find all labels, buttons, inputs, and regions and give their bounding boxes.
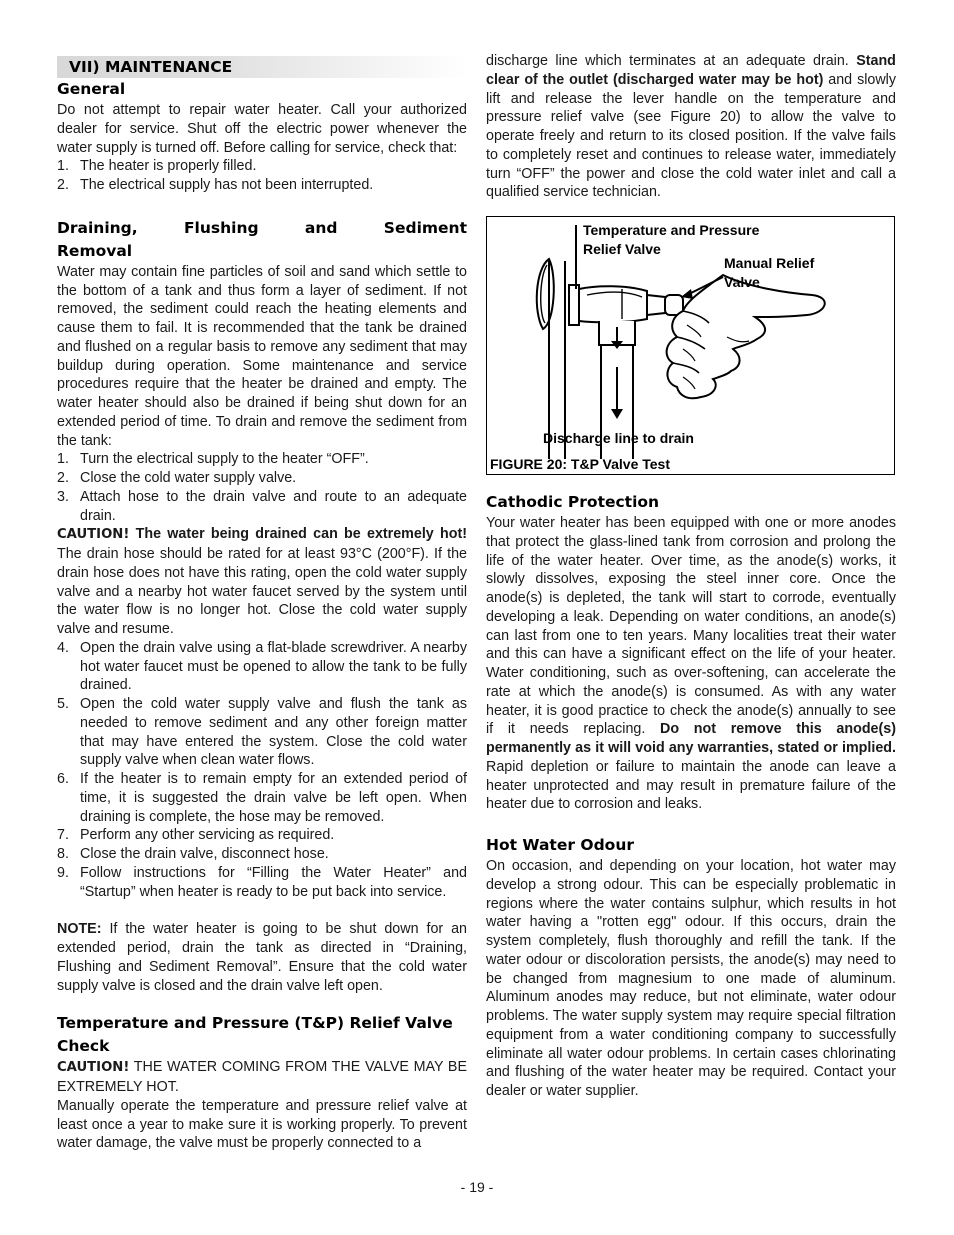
caution-label: CAUTION! xyxy=(57,527,130,543)
list-item: 1. The heater is properly filled. xyxy=(57,158,257,175)
list-item: 3. Attach hose to the drain valve and route to an adequate drain. xyxy=(57,488,467,524)
list-item: 6. If the heater is to remain empty for an extended period of time, it is suggested the drain valve be left open. When draining is complete, the hose may be removed. xyxy=(57,771,467,825)
draining-caution xyxy=(57,525,467,639)
cathodic-body: Your water heater has been equipped with one or more anodes that protect the glass-lined tank from corrosion and prolong the life of the water heater. Over time, as the anode(s) works, it slowly dissolves, exposing the steel inner core. Once the anode(s) is depleted, the tank will start to corrode, eventually developing a leak. Depending on water conditions, an anode(s) can last from one to ten years. Many localities treat their water and this can have a significant effect on the life of your heater. Water conditioning, such as over-softening, can accelerate the rate at which the anode(s) is consumed. As with any water heater, it is good practice to check the anode(s) annually to see if it needs replacing. Do not remove this anode(s) permanently as it will void any warranties, stated or implied. Rapid depletion or failure to maintain the anode can leave a heater unprotected and may result in premature failure of the heater due to corrosion and leaks. xyxy=(486,515,896,813)
list-item: 5. Open the cold water supply valve and flush the tank as needed to remove sediment and any other foreign matter that may have entered the system. Close the cold water supply valve when clean water flows. xyxy=(57,696,467,769)
caution-bold: The water being drained can be extremely hot! xyxy=(135,526,467,543)
odour-heading: Hot Water Odour xyxy=(486,836,634,854)
list-item: 4. Open the drain valve using a flat-blade screwdriver. A nearby hot water faucet must be opened to allow the tank to be fully drained. xyxy=(57,639,467,694)
caution-label: CAUTION! xyxy=(57,1060,130,1076)
draining-heading-cont: Removal xyxy=(57,241,133,260)
draining-steps-a xyxy=(57,450,467,525)
odour-body: On occasion, and depending on your location, hot water may develop a strong odour. This can be especially problematic in regions where the water contains sulphur, which results in hot water having a "rotten egg" odour. If this occurs, drain the system completely, flush thoroughly and refill the tank. If the water odour or discoloration persists, the anode(s) may need to be changed from magnesium to one made of aluminum. Aluminum anodes may reduce, but not eliminate, water odour problems. The water supply system may require special filtration equipment from a water conditioning company to successfully eliminate all water odour problems. In certain cases chlorinating and flushing of the water heater may be required. Contact your dealer or water supplier. xyxy=(486,858,896,1099)
label-discharge-line: Discharge line to drain xyxy=(543,430,694,446)
tp-valve-heading: Temperature and Pressure (T&P) Relief Valve Check xyxy=(57,1014,453,1056)
right-column xyxy=(486,52,896,1101)
list-item: 1. Turn the electrical supply to the heater “OFF”. xyxy=(57,451,369,468)
general-body: Do not attempt to repair water heater. Call your authorized dealer for service. Shut off the electric power whenever the water supply is turned off. Before calling for service, check that: xyxy=(57,102,467,156)
draining-steps-b xyxy=(57,639,467,902)
note-label: NOTE: xyxy=(57,921,102,938)
left-column xyxy=(57,52,467,1153)
note-text: If the water heater is going to be shut down for an extended period, drain the tank as directed in “Draining, Flushing and Sediment Removal”. Ensure that the cold water supply valve is closed and the drain valve left open. xyxy=(57,921,467,994)
tp-caution xyxy=(57,1058,467,1097)
section-banner: VII) MAINTENANCE xyxy=(57,56,467,78)
list-item: 9. Follow instructions for “Filling the Water Heater” and “Startup” when heater is ready to be put back into service. xyxy=(57,864,467,900)
caution-text: The drain hose should be rated for at least 93°C (200°F). If the drain hose does not have this rating, open the cold water supply valve and a nearby hot water faucet served by the system until the water flow is no longer hot. Close the cold water supply valve and resume. xyxy=(57,546,467,637)
page-number: - 19 - xyxy=(460,1179,494,1195)
list-item: 8. Close the drain valve, disconnect hose. xyxy=(57,846,329,862)
general-checklist xyxy=(57,157,467,195)
list-item: 2. The electrical supply has not been interrupted. xyxy=(57,177,374,193)
general-heading: General xyxy=(57,80,126,98)
draining-heading: Draining, Flushing and Sediment xyxy=(57,218,467,237)
caution-text: THE WATER COMING FROM THE VALVE MAY BE EXTREMELY HOT. xyxy=(57,1059,467,1095)
list-item: 7. Perform any other servicing as required. xyxy=(57,827,335,844)
list-item: 2. Close the cold water supply valve. xyxy=(57,470,297,486)
draining-body: Water may contain fine particles of soil and sand which settle to the bottom of a tank and thus form a layer of sediment. If not removed, the sediment could reach the heating elements and cause them to fail. It is recommended that the tank be drained and flushed on a regular basis to remove any sediment that may buildup during operation. Some maintenance and service procedures require that the heater be drained and empty. The water heater should also be drained if being shut down for an extended period of time. To drain and remove the sediment from the tank: xyxy=(57,263,467,449)
shutdown-note xyxy=(57,920,467,995)
tp-valve-body: Manually operate the temperature and pressure relief valve at least once a year to make sure it is working properly. To prevent water damage, the valve must be properly connected to a xyxy=(57,1097,467,1152)
cathodic-heading: Cathodic Protection xyxy=(486,493,660,511)
label-tp-valve: Temperature and Pressure Relief Valve xyxy=(583,222,760,257)
figure-tp-valve-test xyxy=(486,216,895,475)
figure-caption: FIGURE 20: T&P Valve Test xyxy=(490,456,670,472)
label-manual-relief-valve: Manual Relief Valve xyxy=(724,255,815,290)
tp-valve-body-continued: discharge line which terminates at an adequate drain. Stand clear of the outlet (discharged water may be hot) and slowly lift and release the lever handle on the temperature and pressure relief valve (see Figure 20) to allow the valve to operate freely and return to its closed position. If the valve fails to completely reset and continues to release water, immediately turn “OFF” the power and close the cold water inlet and call a qualified service technician. xyxy=(486,53,897,201)
